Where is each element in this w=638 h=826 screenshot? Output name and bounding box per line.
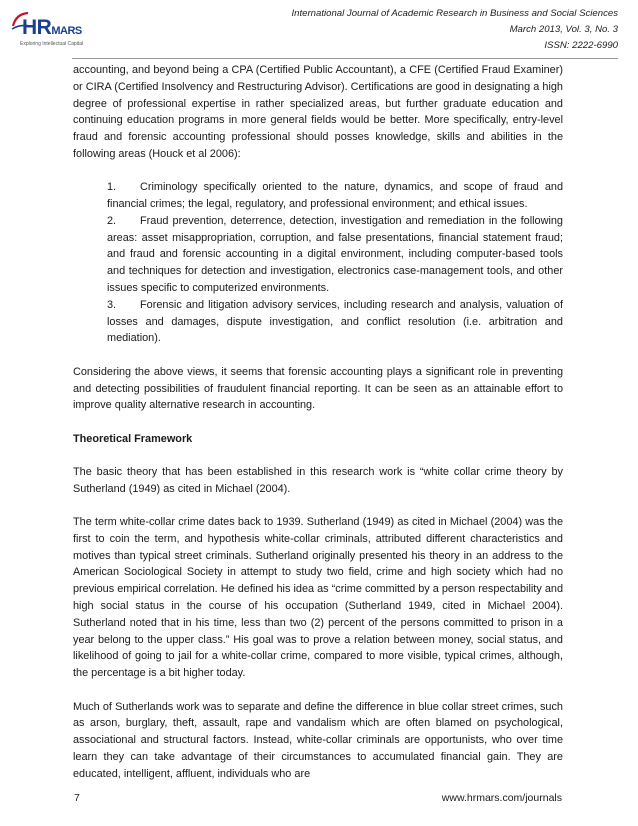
- journal-logo: [10, 10, 100, 58]
- paragraph-white-collar-crime: The term white-collar crime dates back to 1939. Sutherland (1949) as cited in Michael (2004) was the first to coin the term, and hypothesis white-collar criminals, attributed different characteristics and motives than typical street criminals. Sutherland originally presented his theory in an address to the American Sociological Society in attempt to study two field, crime and high society which had no previous empirical correlation. He defined his idea as “crime committed by a person respectability and high social status in the course of his occupation (Sutherland 1949, cited in Michael 2004). Sutherland noted that in his time, less than two (2) percent of the persons committed to prison in a year belong to the upper class.” His goal was to prove a relation between money, social status, and likelihood of going to jail for a white-collar crime, compared to more visible, typical crimes, although, the percentage is a bit higher today.: [73, 516, 563, 680]
- journal-title: International Journal of Academic Research in Business and Social Sciences: [291, 8, 618, 19]
- section-heading: Theoretical Framework: [73, 432, 193, 445]
- list-item: [107, 179, 563, 213]
- paragraph-sutherland-work: Much of Sutherlands work was to separate and define the difference in blue collar street crimes, such as arson, burglary, theft, assault, rape and vandalism which are often blamed on psychological, associational and structural factors. Instead, white-collar criminals are opportunists, who over time learn they can take advantage of their circumstances to accumulated financial gain. They are educated, intelligent, affluent, individuals who are: [73, 700, 563, 780]
- journal-issue: March 2013, Vol. 3, No. 3: [509, 24, 618, 35]
- skills-list: [107, 179, 563, 347]
- page-body: [73, 62, 563, 782]
- logo-brand: [22, 16, 82, 40]
- list-item-number: 3.: [107, 298, 117, 311]
- list-item-text: Fraud prevention, deterrence, detection, investigation and remediation in the following areas: asset misappropriation, corruption, and false presentations, financial statement fraud; and fraud and forensic accounting in a digital environment, including computer-based tools and techniques for detection and investigation, electronics case-management tools, and other issues specific to computerized environments.: [107, 214, 563, 295]
- list-item: [107, 213, 563, 297]
- header-divider: [72, 58, 618, 59]
- paragraph-certifications: accounting, and beyond being a CPA (Certified Public Accountant), a CFE (Certified Fraud Examiner) or CIRA (Certified Insolvency and Restructuring Advisor). Certifications are good in designating a high degree of professional expertise in rather specialized areas, but further graduate education and continuing education programs in more general fields would be better. More specifically, entry-level fraud and forensic accounting professional should posses knowledge, skills and abilities in the following areas (Houck et al 2006):: [73, 64, 563, 160]
- list-item-text: Forensic and litigation advisory services, including research and analysis, valuation of losses and damages, dispute investigation, and conflict resolution (i.e. arbitration and mediation).: [107, 298, 563, 345]
- journal-issn: ISSN: 2222-6990: [544, 40, 618, 51]
- list-item-number: 2.: [107, 214, 117, 227]
- paragraph-forensic-role: Considering the above views, it seems that forensic accounting plays a significant role in preventing and detecting possibilities of fraudulent financial reporting. It can be seen as an attainable effort to improve quality alternative research in accounting.: [73, 365, 563, 412]
- running-header: [291, 6, 618, 54]
- logo-brand-hr: HR: [22, 16, 52, 39]
- page-number: 7: [74, 792, 80, 804]
- logo-brand-mars: MARS: [51, 25, 82, 37]
- list-item-text: Criminology specifically oriented to the nature, dynamics, and scope of fraud and financial crimes; the legal, regulatory, and professional environment; and ethical issues.: [107, 181, 563, 211]
- list-item-number: 1.: [107, 181, 117, 194]
- footer-url: www.hrmars.com/journals: [441, 792, 562, 804]
- list-item: [107, 297, 563, 347]
- paragraph-basic-theory: The basic theory that has been established in this research work is “white collar crime theory by Sutherland (1949) as cited in Michael (2004).: [73, 465, 563, 495]
- logo-tagline: Exploring Intellectual Capital: [20, 41, 84, 47]
